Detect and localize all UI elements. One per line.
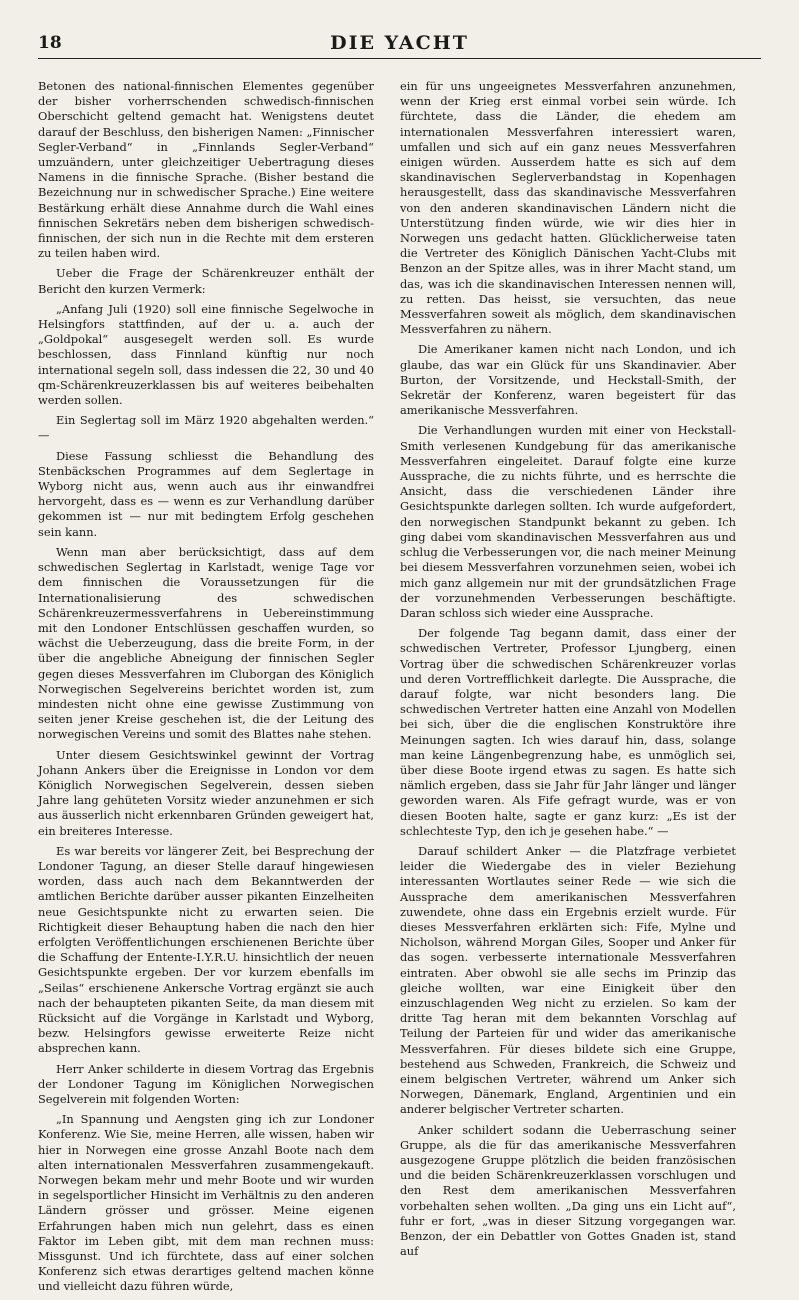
paragraph: Diese Fassung schliesst die Behandlung des Stenbäckschen Programmes auf dem Seglertage in Wyborg nicht aus, wenn auch aus ihr einwandfrei hervorgeht, dass es — wenn es zur Verhandlung darüber gekommen ist — nur mit bedingtem Erfolg geschehen sein kann. [38,448,374,539]
page-number: 18 [38,33,62,53]
page-header [38,30,761,54]
quote-paragraph: „In Spannung und Aengsten ging ich zur Londoner Konferenz. Wie Sie, meine Herren, alle wissen, haben wir hier in Norwegen eine grosse Anzahl Boote nach dem alten internationalen Messverfahren zusammengekauft. Norwegen bekam mehr und mehr Boote und wir wurden in segelsportlicher Hinsicht im Verhältnis zu den anderen Ländern grösser und grösser. Meine eigenen Erfahrungen haben mich nun gelehrt, dass es einen Faktor im Leben gibt, mit dem man rechnen muss: Missgunst. Und ich fürchtete, dass auf einer solchen Konferenz sich etwas derartiges geltend machen könne und vielleicht dazu führen würde, [38,1112,374,1294]
paragraph: Ueber die Frage der Schärenkreuzer enthält der Bericht den kurzen Vermerk: [38,266,374,296]
paragraph: Unter diesem Gesichtswinkel gewinnt der Vortrag Johann Ankers über die Ereignisse in London vor dem Königlich Norwegischen Segelverein, dessen sieben Jahre lang gehüteten Vorsitz wieder anzunehmen er sich aus äusserlich nicht erkennbaren Gründen geweigert hat, ein breiteres Interesse. [38,747,374,838]
paragraph: Es war bereits vor längerer Zeit, bei Besprechung der Londoner Tagung, an dieser Stelle darauf hingewiesen worden, dass auch nach dem Bekanntwerden der amtlichen Berichte darüber ausser pikanten Einzelheiten neue Gesichtspunkte nicht zu erwarten seien. Die Richtigkeit dieser Behauptung haben die nach den hier erfolgten Veröffentlichungen erschienenen Berichte über die Schaffung der Entente-I.Y.R.U. hinsichtlich der neuen Gesichtspunkte ergeben. Der vor kurzem ebenfalls im „Seilas“ erschienene Ankersche Vortrag ergänzt sie auch nach der behaupteten pikanten Seite, da man diesem mit Rücksicht auf die Vorgänge in Karlstadt und Wyborg, bezw. Helsingfors gewisse erweiterte Reize nicht absprechen kann. [38,843,374,1056]
paragraph: Anker schildert sodann die Ueberraschung seiner Gruppe, als die für das amerikanische Messverfahren ausgezogene Gruppe plötzlich die beiden französischen und die beiden Schärenkreuzerklassen vorschlugen und den Rest dem amerikanischen Messverfahren vorbehalten sehen wollten. „Da ging uns ein Licht auf“, fuhr er fort, „was in dieser Sitzung vorgegangen war. Benzon, der ein Debattler von Gottes Gnaden ist, stand auf [400,1122,736,1259]
right-column [400,79,736,1264]
paragraph: Der folgende Tag begann damit, dass einer der schwedischen Vertreter, Professor Ljungberg, einen Vortrag über die schwedischen Schärenkreuzer vorlas und deren Vortrefflichkeit darlegte. Die Aussprache, die darauf folgte, war nicht besonders lang. Die schwedischen Vertreter hatten eine Anzahl von Modellen bei sich, über die die englischen Konstruktöre ihre Meinungen sagten. Ich wies darauf hin, dass, solange man keine Längenbegrenzung habe, es unmöglich sei, über diese Boote irgend etwas zu sagen. Es hatte sich nämlich ergeben, dass sie Jahr für Jahr länger und länger geworden waren. Als Fife gefragt wurde, was er von diesen Booten halte, sagte er ganz kurz: „Es ist der schlechteste Typ, den ich je gesehen habe.“ — [400,626,736,838]
paragraph: ein für uns ungeeignetes Messverfahren anzunehmen, wenn der Krieg erst einmal vorbei sein würde. Ich fürchtete, dass die Länder, die ehedem am internationalen Messverfahren interessiert waren, umfallen und sich auf ein ganz neues Messverfahren einigen würden. Ausserdem hatte es sich auf dem skandinavischen Seglerverbandstag in Kopenhagen herausgestellt, dass das skandinavische Messverfahren von den anderen skandinavischen Ländern nicht die Unterstützung finden würde, wie wir dies hier in Norwegen uns gedacht hatten. Glücklicherweise taten die Vertreter des Königlich Dänischen Yacht-Clubs mit Benzon an der Spitze alles, was in ihrer Macht stand, um das, was ich die skandinavischen Interessen nennen will, zu retten. Das heisst, sie versuchten, das neue Messverfahren soweit als möglich, dem skandinavischen Messverfahren zu nähern. [400,79,736,337]
paragraph: Die Amerikaner kamen nicht nach London, und ich glaube, das war ein Glück für uns Skandinavier. Aber Burton, der Vorsitzende, und Heckstall-Smith, der Sekretär der Konferenz, waren begeistert für das amerikanische Messverfahren. [400,342,736,418]
paragraph: Darauf schildert Anker — die Platzfrage verbietet leider die Wiedergabe des in vieler Beziehung interessanten Wortlautes seiner Rede — wie sich die Aussprache dem amerikanischen Messverfahren zuwendete, ohne dass ein Ergebnis erzielt wurde. Für dieses Messverfahren erklärten sich: Fife, Mylne und Nicholson, während Morgan Giles, Sooper und Anker für das sogen. verbesserte internationale Messverfahren eintraten. Aber obwohl sie alle sechs im Prinzip das gleiche wollten, war eine Einigkeit über den einzuschlagenden Weg nicht zu erzielen. So kam der dritte Tag heran mit dem bekannten Vorschlag auf Teilung der Parteien für und wider das amerikanische Messverfahren. Für dieses bildete sich eine Gruppe, bestehend aus Schweden, Frankreich, die Schweiz und einem belgischen Vertreter, während um Anker sich Norwegen, Dänemark, England, Argentinien und ein anderer belgischer Vertreter scharten. [400,843,736,1117]
left-column [38,79,374,1300]
paragraph: Die Verhandlungen wurden mit einer von Heckstall-Smith verlesenen Kundgebung für das amerikanische Messverfahren eingeleitet. Darauf folgte eine kurze Aussprache, die zu nichts führte, und es herrschte die Ansicht, dass die verschiedenen Länder ihre Gesichtspunkte darlegen sollten. Ich wurde aufgefordert, den norwegischen Standpunkt bekannt zu geben. Ich ging dabei vom skandinavischen Messverfahren aus und schlug die Verbesserungen vor, die nach meiner Meinung bei diesem Messverfahren vorzunehmen seien, wobei ich mich ganz allgemein nur mit der grundsätzlichen Frage der vorzunehmenden Verbesserungen beschäftigte. Daran schloss sich wieder eine Aussprache. [400,423,736,620]
paragraph: Wenn man aber berücksichtigt, dass auf dem schwedischen Seglertag in Karlstadt, wenige Tage vor dem finnischen die Voraussetzungen für die Internationalisierung des schwedischen Schärenkreuzermessverfahrens in Uebereinstimmung mit den Londoner Entschlüssen geschaffen wurden, so wächst die Ueberzeugung, dass die breite Form, in der über die angebliche Abneigung der finnischen Segler gegen dieses Messverfahren im Cluborgan des Königlich Norwegischen Segelvereins berichtet worden ist, zum mindesten nicht ohne eine gewisse Zustimmung von seiten jener Kreise geschehen ist, die der Leitung des norwegischen Vereins und somit des Blattes nahe stehen. [38,544,374,742]
paragraph: Herr Anker schilderte in diesem Vortrag das Ergebnis der Londoner Tagung im Königlichen Norwegischen Segelverein mit folgenden Worten: [38,1061,374,1106]
running-title: DIE YACHT [330,32,469,54]
quote-paragraph: „Anfang Juli (1920) soll eine finnische Segelwoche in Helsingfors stattfinden, auf der u. a. auch der „Goldpokal“ ausgesegelt werden soll. Es wurde beschlossen, dass Finnland künftig nur noch international segeln soll, dass indessen die 22, 30 und 40 qm-Schärenkreuzerklassen bis auf weiteres beibehalten werden sollen. [38,301,374,408]
header-rule [38,58,761,59]
paragraph: Betonen des national-finnischen Elementes gegenüber der bisher vorherrschenden schwedisch-finnischen Oberschicht geltend gemacht hat. Wenigstens deutet darauf der Beschluss, den bisherigen Namen: „Finnischer Segler-Verband“ in „Finnlands Segler-Verband“ umzuändern, unter gleichzeitiger Uebertragung dieses Namens in die finnische Sprache. (Bisher bestand die Bezeichnung nur in schwedischer Sprache.) Eine weitere Bestärkung erhält diese Annahme durch die Wahl eines finnischen Sekretärs neben dem bisherigen schwedisch-finnischen, der sich nun in die Rechte mit dem ersteren zu teilen haben wird. [38,79,374,261]
quote-paragraph: Ein Seglertag soll im März 1920 abgehalten werden.“ — [38,413,374,443]
